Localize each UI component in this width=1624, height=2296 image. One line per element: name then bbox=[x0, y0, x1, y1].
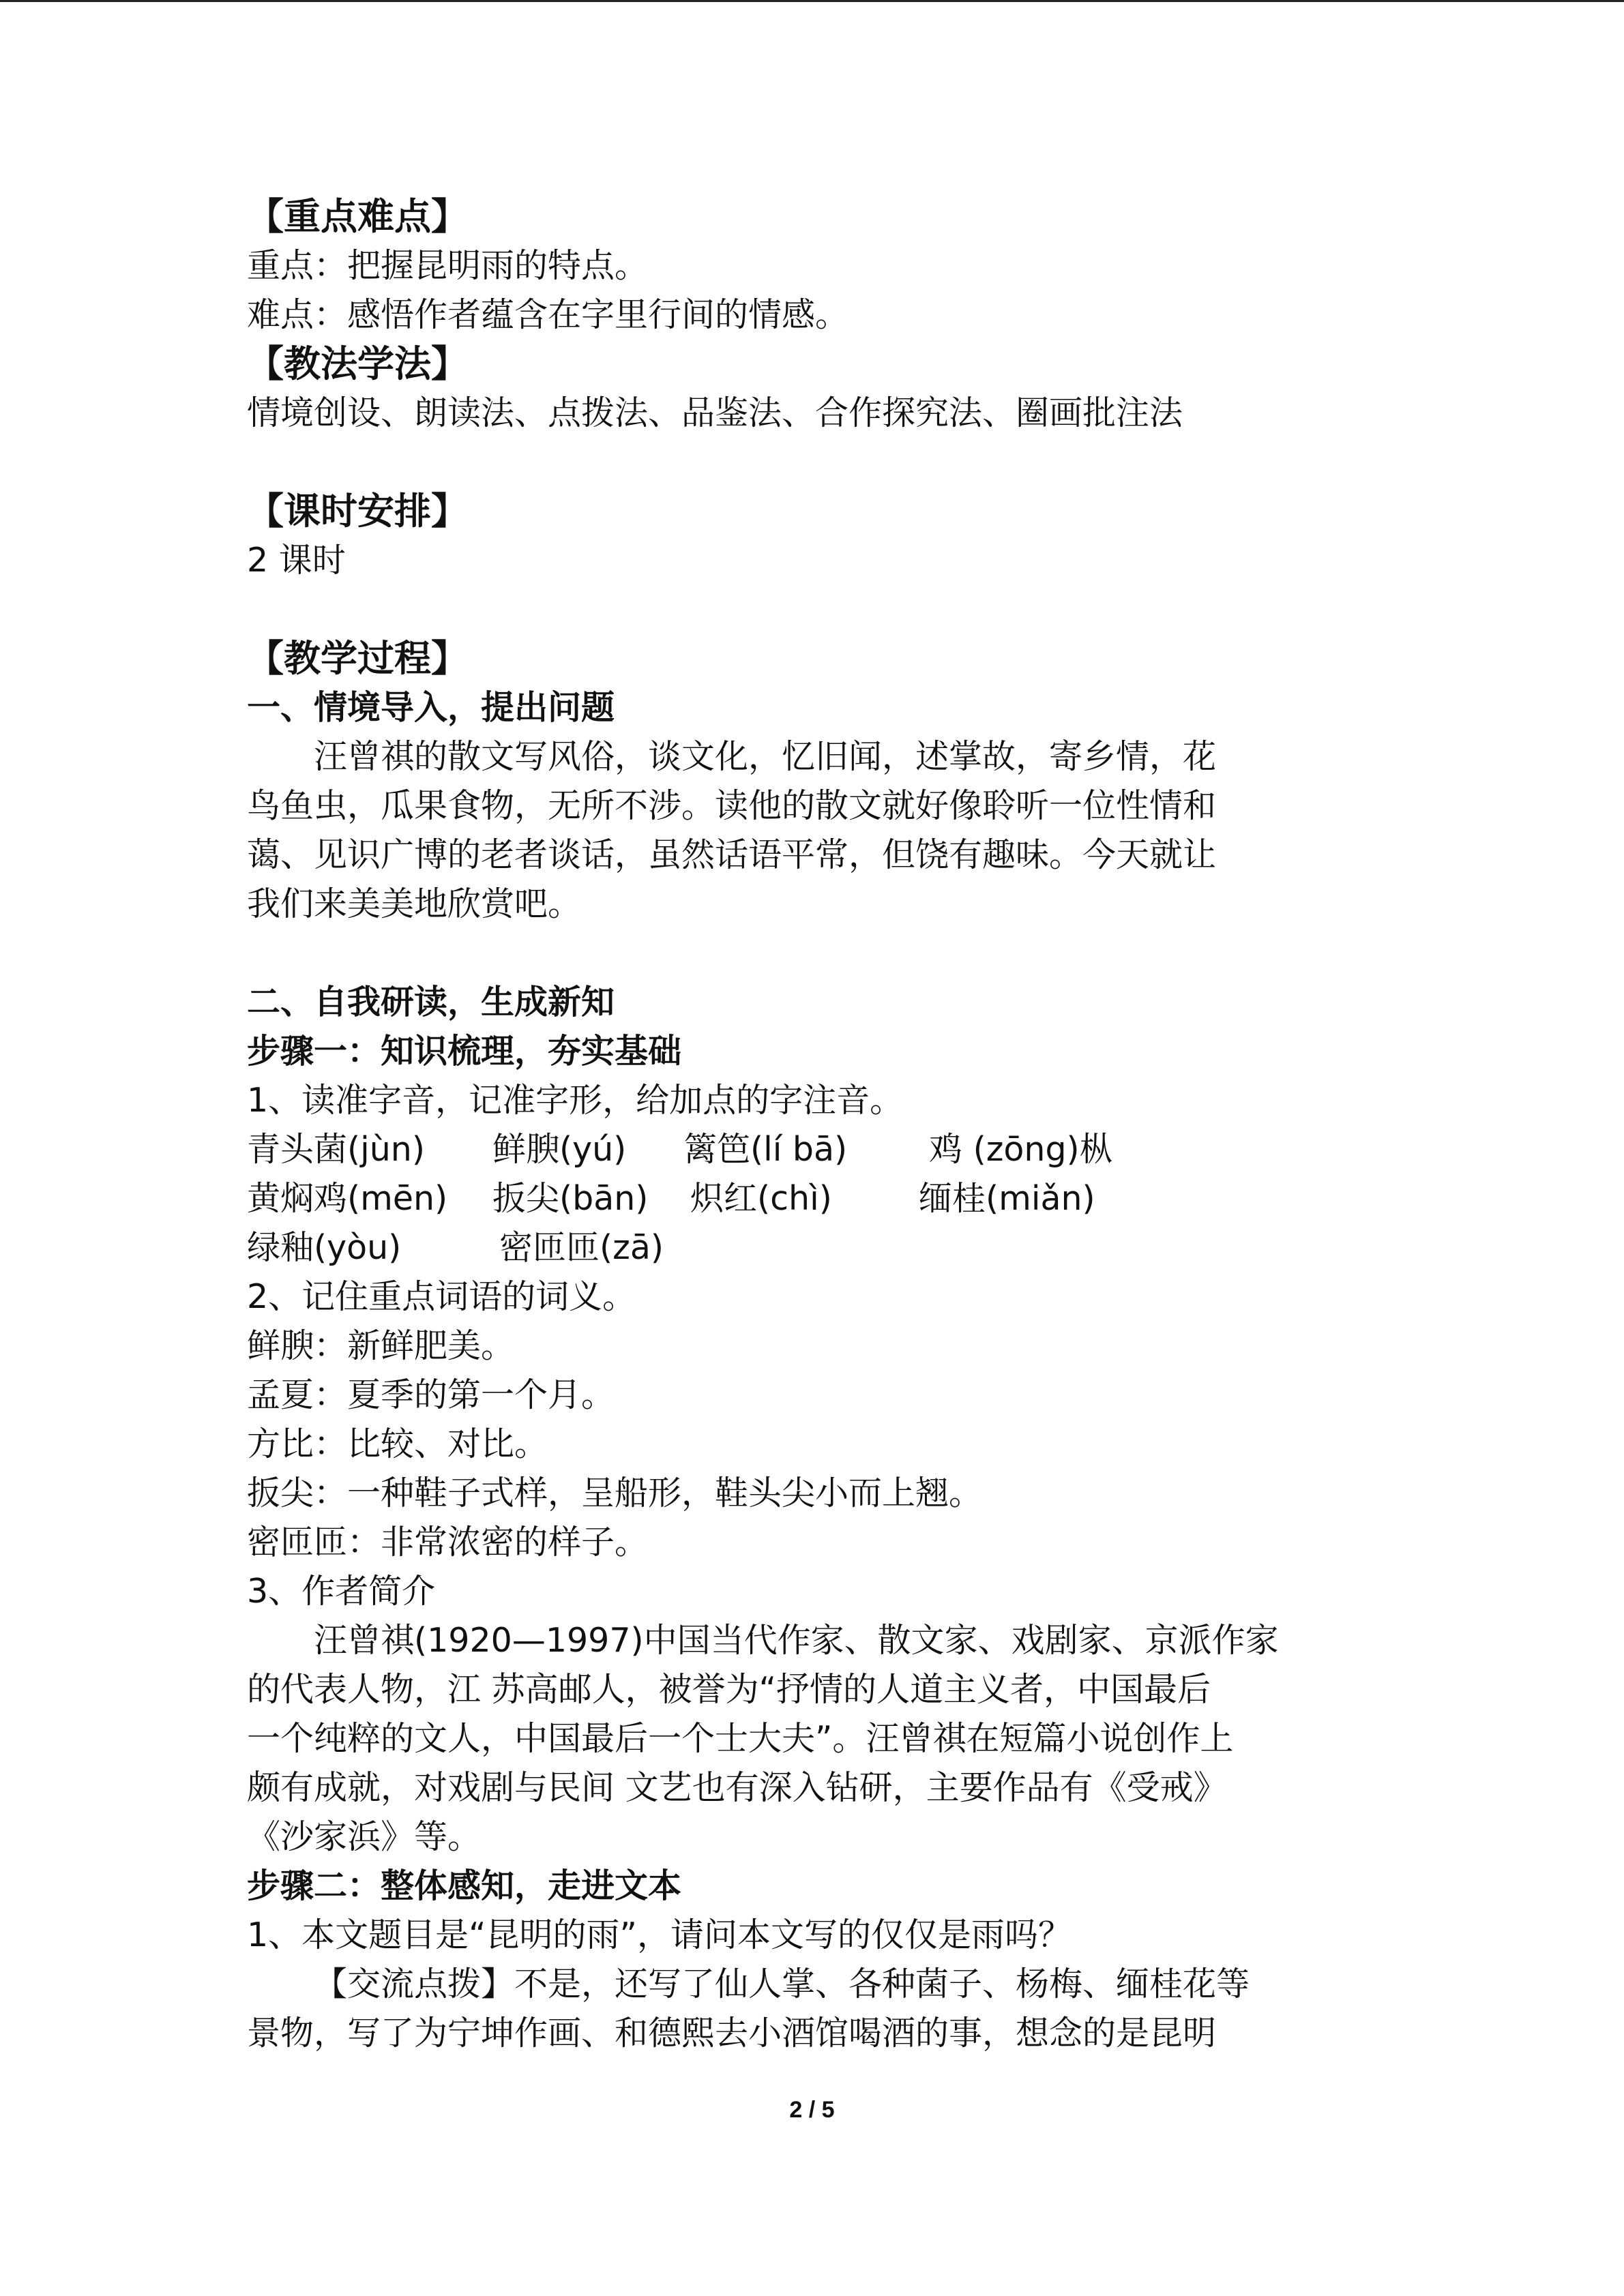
page-top-border bbox=[0, 0, 1624, 2]
pronunciation-row bbox=[247, 1174, 1400, 1223]
pronunciation-row bbox=[247, 1125, 1400, 1174]
pronunciation-row bbox=[247, 1223, 1400, 1272]
part1-title: 一、情境导入，提出问题 bbox=[247, 688, 615, 727]
step2-question: 1、本文题目是“昆明的雨”，请问本文写的仅仅是雨吗？ bbox=[247, 1915, 1072, 1954]
answer-line: 景物，写了为宁坤作画、和德熙去小酒馆喝酒的事，想念的是昆明 bbox=[247, 2014, 1217, 2053]
part2-title: 二、自我研读，生成新知 bbox=[247, 983, 615, 1022]
focus-text: 重点：把握昆明雨的特点。 bbox=[247, 246, 649, 285]
methods-heading: 【教法学法】 bbox=[247, 342, 468, 385]
part1-line: 汪曾祺的散文写风俗，谈文化，忆旧闻，述掌故，寄乡情，花 bbox=[314, 737, 1217, 776]
document-body bbox=[247, 192, 1400, 2058]
difficulty-text: 难点：感悟作者蕴含在字里行间的情感。 bbox=[247, 295, 849, 334]
part1-line: 蔼、见识广博的老者谈话，虽然话语平常，但饶有趣味。今天就让 bbox=[247, 835, 1217, 874]
key-points-heading: 【重点难点】 bbox=[247, 195, 468, 238]
spacer bbox=[247, 438, 1400, 487]
step1-item3: 3、作者简介 bbox=[247, 1572, 436, 1611]
part1-line: 鸟鱼虫，瓜果食物，无所不涉。读他的散文就好像聆听一位性情和 bbox=[247, 786, 1217, 825]
pronunciation-item: 鸡 (zōng)枞 bbox=[929, 1130, 1113, 1169]
pronunciation-item: 缅桂(miǎn) bbox=[919, 1179, 1095, 1218]
pronunciation-item: 炽红(chì) bbox=[690, 1179, 832, 1218]
author-line: 汪曾祺(1920—1997)中国当代作家、散文家、戏剧家、京派作家 bbox=[314, 1621, 1279, 1660]
pronunciation-item: 绿釉(yòu) bbox=[247, 1228, 402, 1267]
author-line: 颇有成就，对戏剧与民间 文艺也有深入钻研，主要作品有《受戒》 bbox=[247, 1768, 1227, 1807]
pronunciation-item: 密匝匝(zā) bbox=[499, 1228, 664, 1267]
answer-line: 【交流点拨】不是，还写了仙人掌、各种菌子、杨梅、缅桂花等 bbox=[314, 1965, 1250, 2003]
pronunciation-item: 黄焖鸡(mēn) bbox=[247, 1179, 448, 1218]
author-line: 一个纯粹的文人，中国最后一个士大夫”。汪曾祺在短篇小说创作上 bbox=[247, 1719, 1234, 1758]
pronunciation-item: 鲜腴(yú) bbox=[492, 1130, 627, 1169]
step1-item2: 2、记住重点词语的词义。 bbox=[247, 1277, 636, 1316]
pronunciation-item: 青头菌(jùn) bbox=[247, 1130, 425, 1169]
vocab-entry: 密匝匝：非常浓密的样子。 bbox=[247, 1523, 649, 1562]
pronunciation-item: 篱笆(lí bā) bbox=[683, 1130, 848, 1169]
schedule-text: 2 课时 bbox=[247, 541, 346, 580]
process-heading: 【教学过程】 bbox=[247, 637, 468, 680]
step2-title: 步骤二：整体感知，走进文本 bbox=[247, 1866, 682, 1905]
pronunciation-item: 扳尖(bān) bbox=[492, 1179, 649, 1218]
spacer bbox=[247, 585, 1400, 634]
author-line: 《沙家浜》等。 bbox=[247, 1817, 482, 1856]
author-line: 的代表人物，江 苏高邮人，被誉为“抒情的人道主义者，中国最后 bbox=[247, 1670, 1211, 1709]
part1-line: 我们来美美地欣赏吧。 bbox=[247, 884, 582, 923]
step1-title: 步骤一：知识梳理，夯实基础 bbox=[247, 1032, 682, 1071]
page-number: 2 / 5 bbox=[789, 2097, 835, 2123]
step1-item1: 1、读准字音，记准字形，给加点的字注音。 bbox=[247, 1081, 904, 1120]
schedule-heading: 【课时安排】 bbox=[247, 490, 468, 533]
vocab-entry: 孟夏：夏季的第一个月。 bbox=[247, 1375, 615, 1414]
vocab-entry: 鲜腴：新鲜肥美。 bbox=[247, 1326, 515, 1365]
vocab-entry: 扳尖：一种鞋子式样，呈船形，鞋头尖小而上翘。 bbox=[247, 1474, 983, 1512]
vocab-entry: 方比：比较、对比。 bbox=[247, 1425, 548, 1463]
spacer bbox=[247, 929, 1400, 978]
methods-text: 情境创设、朗读法、点拨法、品鉴法、合作探究法、圈画批注法 bbox=[247, 393, 1183, 432]
